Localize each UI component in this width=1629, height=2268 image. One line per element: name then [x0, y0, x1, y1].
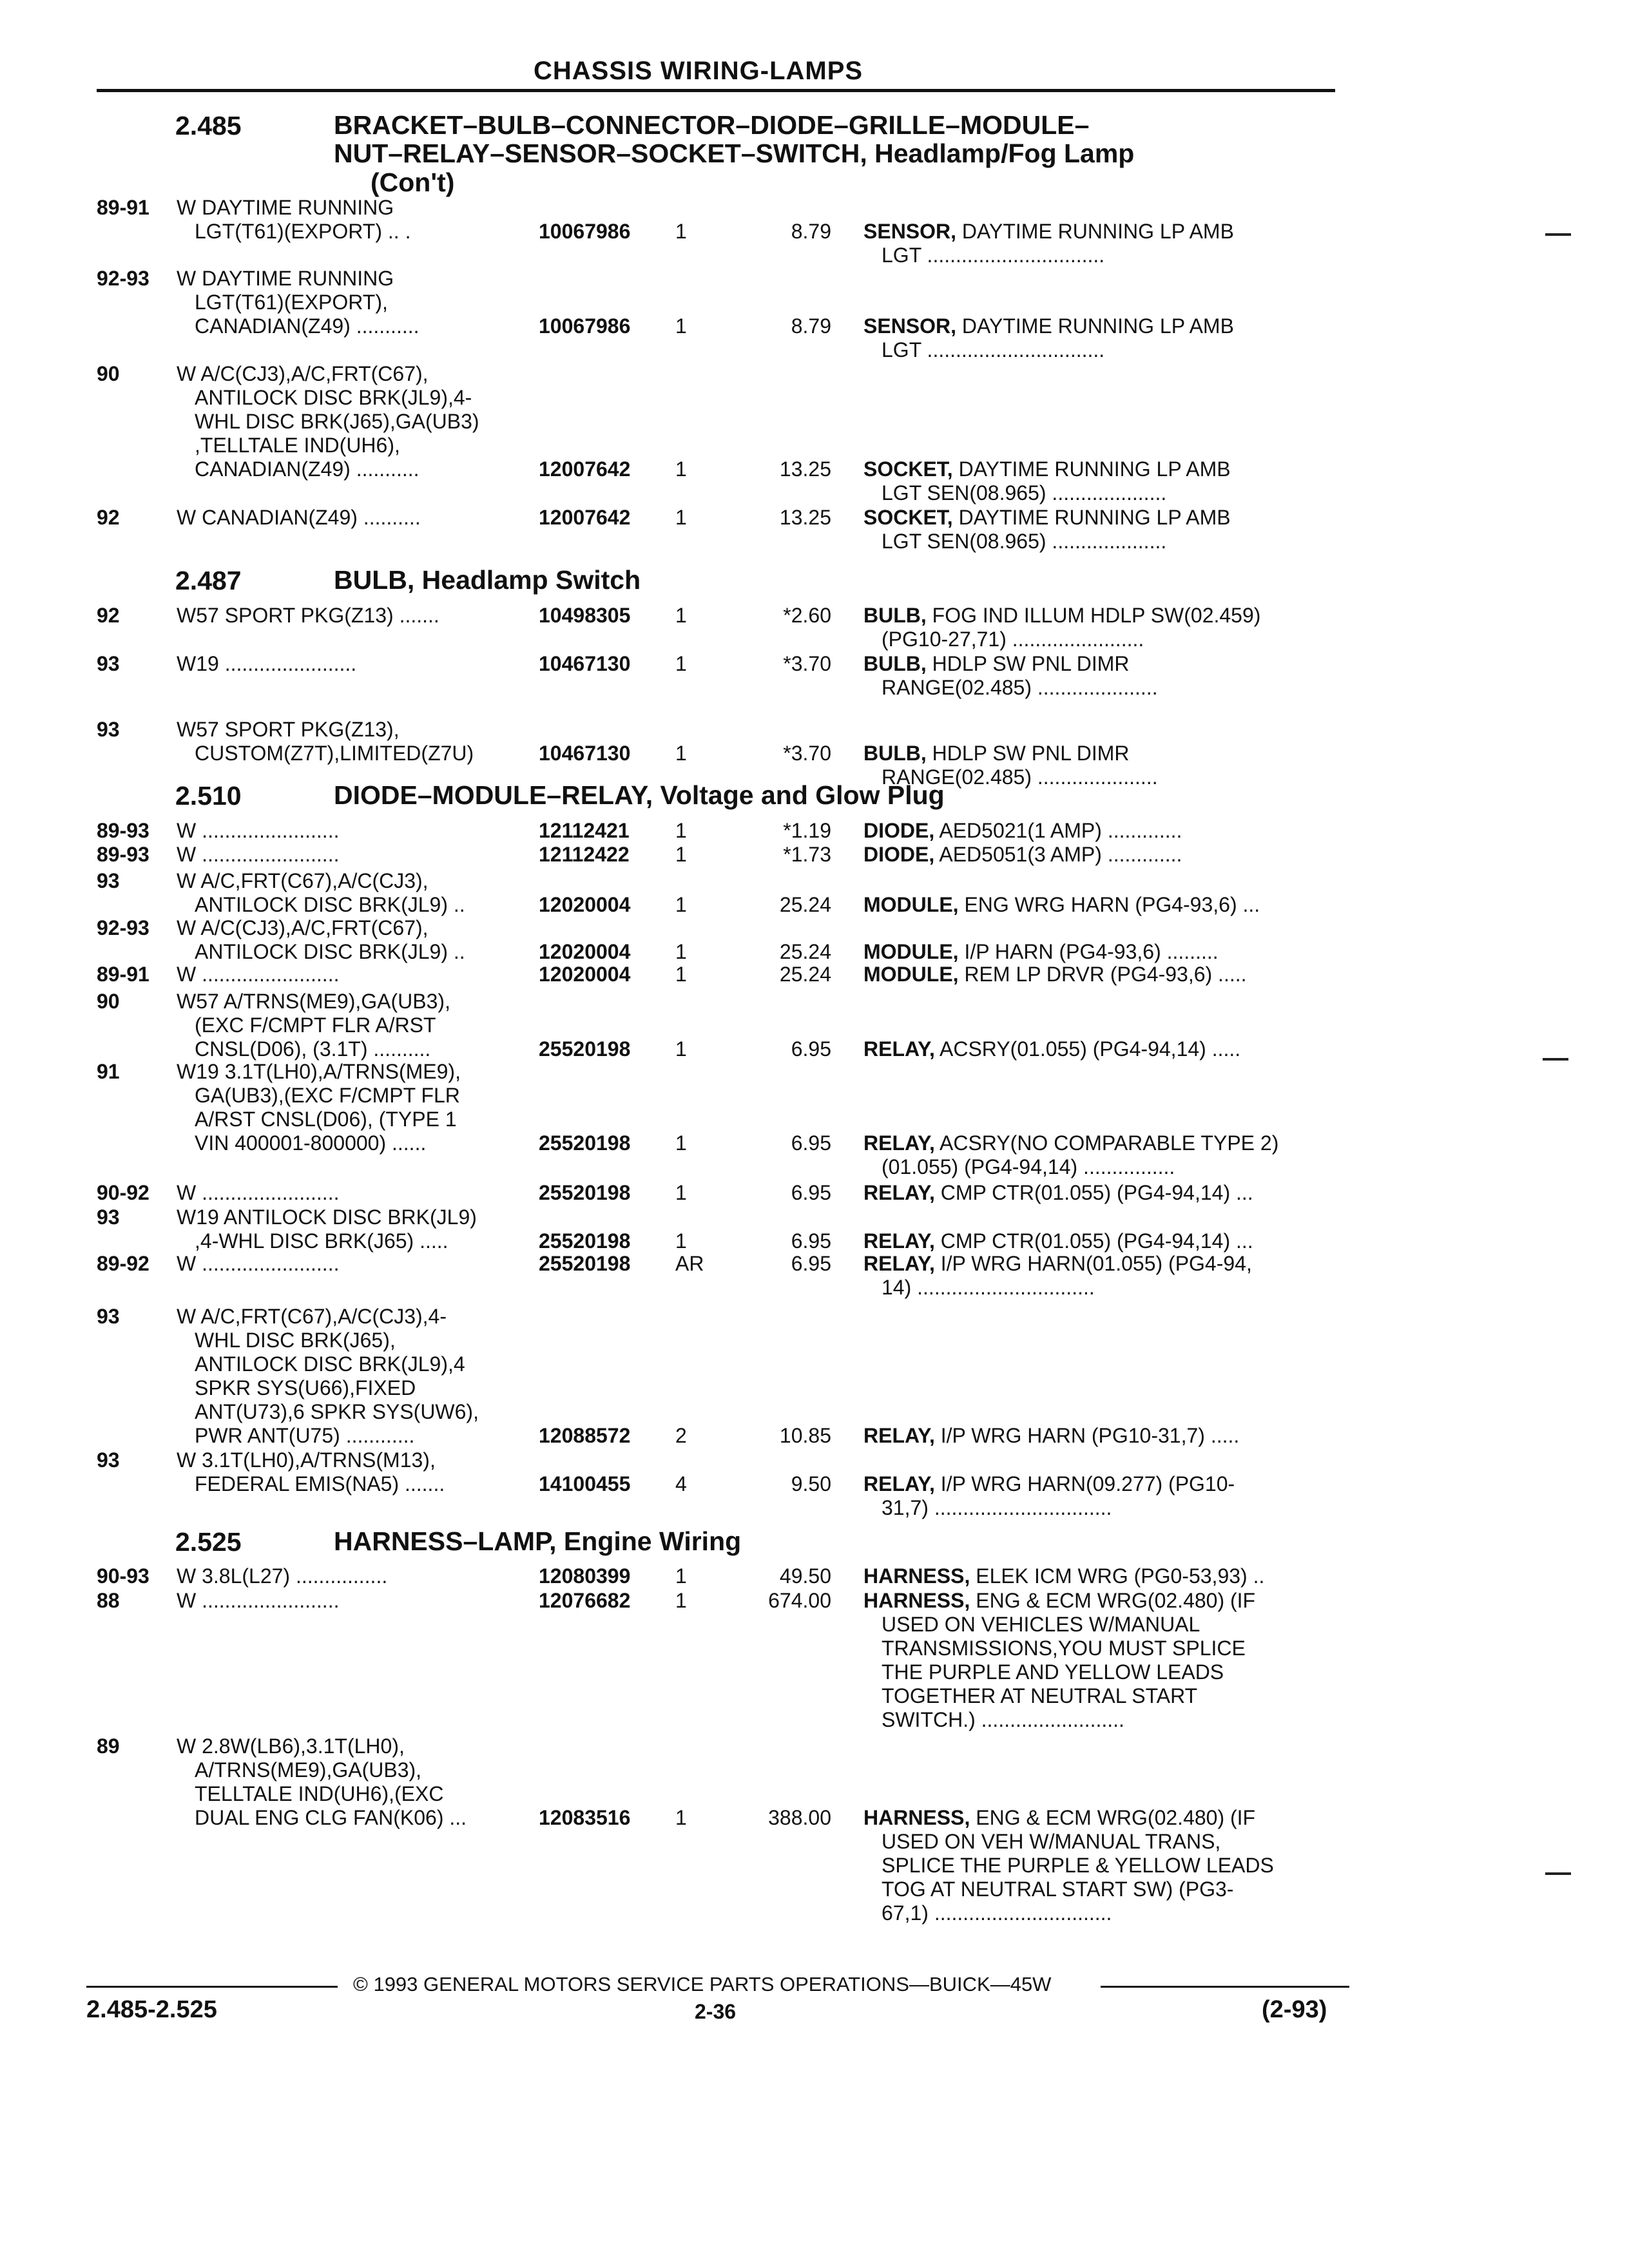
part-number: 12083516: [539, 1806, 631, 1829]
model-year: 89-93: [97, 819, 149, 842]
part-name-line: [863, 843, 1182, 867]
part-name: [863, 843, 1182, 867]
price: 6.95: [791, 1229, 831, 1253]
price: 9.50: [791, 1472, 831, 1495]
quantity: 1: [675, 940, 687, 963]
model-year: 89-91: [97, 196, 149, 219]
part-detail: DAYTIME RUNNING LP AMB: [961, 314, 1234, 338]
usage-description: [177, 1181, 339, 1205]
part-number: 12112421: [539, 819, 630, 842]
part-type: RELAY,: [863, 1252, 935, 1275]
usage-description: [177, 869, 465, 917]
part-detail: AED5051(3 AMP) .............: [939, 843, 1182, 866]
part-name-line: [863, 1252, 1252, 1276]
part-detail: I/P WRG HARN(01.055) (PG4-94,: [940, 1252, 1252, 1275]
part-name: [863, 940, 1219, 964]
quantity: 1: [675, 1564, 687, 1588]
quantity: 1: [675, 457, 687, 481]
part-number: 25520198: [539, 1037, 631, 1061]
quantity: 1: [675, 963, 687, 986]
usage-line: W A/C(CJ3),A/C,FRT(C67),: [177, 916, 429, 939]
part-detail: CMP CTR(01.055) (PG4-94,14) ...: [940, 1181, 1253, 1204]
part-name: [863, 1424, 1239, 1448]
usage-line: W ........................: [177, 1252, 340, 1275]
model-year: 93: [97, 718, 120, 741]
usage-line: (EXC F/CMPT FLR A/RST: [195, 1014, 436, 1037]
usage-description: [177, 1448, 445, 1496]
price: 25.24: [779, 963, 831, 986]
section-number: 2.525: [175, 1527, 242, 1557]
usage-line: CUSTOM(Z7T),LIMITED(Z7U): [195, 742, 474, 765]
price: 13.25: [779, 506, 831, 529]
part-type: HARNESS,: [863, 1806, 970, 1829]
part-detail: ENG & ECM WRG(02.480) (IF: [976, 1589, 1256, 1612]
quantity: 1: [675, 314, 687, 338]
section-title: [334, 566, 641, 594]
part-number: 12020004: [539, 893, 631, 916]
usage-line: ,TELLTALE IND(UH6),: [195, 434, 400, 457]
part-type: HARNESS,: [863, 1589, 970, 1612]
section-title: [334, 781, 945, 809]
price: 6.95: [791, 1252, 831, 1275]
part-name-line: USED ON VEHICLES W/MANUAL: [882, 1613, 1200, 1636]
part-type: SOCKET,: [863, 506, 953, 529]
usage-line: ANT(U73),6 SPKR SYS(UW6),: [195, 1400, 479, 1423]
usage-line: W57 A/TRNS(ME9),GA(UB3),: [177, 990, 450, 1013]
usage-description: [177, 362, 479, 481]
part-name-line: [863, 457, 1231, 481]
usage-description: [177, 506, 421, 530]
part-name-line: SPLICE THE PURPLE & YELLOW LEADS: [882, 1854, 1274, 1877]
part-type: SENSOR,: [863, 314, 957, 338]
part-detail: FOG IND ILLUM HDLP SW(02.459): [932, 604, 1261, 627]
part-detail: ACSRY(01.055) (PG4-94,14) .....: [939, 1037, 1241, 1061]
section-title: [334, 111, 1134, 168]
model-year: 92: [97, 506, 120, 529]
part-type: HARNESS,: [863, 1564, 970, 1588]
price: 8.79: [791, 220, 831, 243]
part-type: BULB,: [863, 742, 927, 765]
price: *1.19: [783, 819, 831, 842]
part-name: [863, 1589, 1255, 1732]
model-year: 92-93: [97, 916, 149, 939]
model-year: 90: [97, 990, 120, 1013]
quantity: 4: [675, 1472, 687, 1495]
usage-description: [177, 1589, 339, 1613]
usage-line: W57 SPORT PKG(Z13) .......: [177, 604, 439, 627]
part-name: [863, 893, 1260, 917]
usage-line: CNSL(D06), (3.1T) ..........: [195, 1037, 431, 1061]
price: 674.00: [768, 1589, 831, 1612]
part-type: SOCKET,: [863, 457, 953, 481]
part-number: 10467130: [539, 652, 631, 675]
usage-line: W ........................: [177, 1181, 340, 1204]
price: 25.24: [779, 893, 831, 916]
part-detail: I/P WRG HARN (PG10-31,7) .....: [940, 1424, 1240, 1447]
section-title-line: BULB, Headlamp Switch: [334, 565, 641, 595]
part-name: [863, 1131, 1278, 1179]
part-name-line: [863, 1037, 1240, 1061]
usage-description: [177, 1252, 339, 1276]
part-type: RELAY,: [863, 1424, 935, 1447]
part-number: 12112422: [539, 843, 630, 866]
part-name-line: [863, 1589, 1255, 1613]
part-number: 25520198: [539, 1252, 631, 1275]
section-title-line: HARNESS–LAMP, Engine Wiring: [334, 1526, 742, 1556]
usage-line: W ........................: [177, 819, 340, 842]
quantity: 1: [675, 1131, 687, 1155]
price: 10.85: [779, 1424, 831, 1447]
section-title: [334, 1527, 741, 1555]
quantity: 1: [675, 1037, 687, 1061]
quantity: 1: [675, 652, 687, 675]
part-detail: I/P HARN (PG4-93,6) .........: [964, 940, 1219, 963]
header-rule: [97, 89, 1335, 92]
part-detail: AED5021(1 AMP) .............: [939, 819, 1182, 842]
footer-date-code: (2-93): [1262, 1996, 1327, 2023]
usage-description: [177, 718, 474, 765]
part-name-line: [863, 963, 1247, 986]
part-type: MODULE,: [863, 963, 959, 986]
usage-description: [177, 1060, 461, 1155]
footer-section-range: 2.485-2.525: [86, 1996, 217, 2023]
usage-line: PWR ANT(U75) ............: [195, 1424, 415, 1447]
part-name-line: [863, 742, 1158, 765]
usage-line: W ........................: [177, 843, 340, 866]
section-number: 2.510: [175, 781, 242, 811]
part-name-line: [863, 940, 1219, 964]
part-number: 12020004: [539, 940, 631, 963]
price: 13.25: [779, 457, 831, 481]
usage-description: [177, 1735, 467, 1830]
part-number: 25520198: [539, 1181, 631, 1204]
footer-copyright: © 1993 GENERAL MOTORS SERVICE PARTS OPERATIONS—BUICK—45W: [353, 1973, 1052, 1995]
part-name-line: 14) ...............................: [882, 1276, 1095, 1299]
part-type: MODULE,: [863, 893, 959, 916]
part-detail: DAYTIME RUNNING LP AMB: [961, 220, 1234, 243]
part-name-line: LGT SEN(08.965) ....................: [882, 530, 1167, 553]
part-name-line: [863, 1424, 1239, 1448]
usage-description: [177, 990, 450, 1061]
part-number: 25520198: [539, 1229, 631, 1253]
usage-line: FEDERAL EMIS(NA5) .......: [195, 1472, 445, 1495]
footer-rule-right: [1101, 1986, 1349, 1988]
usage-line: ANTILOCK DISC BRK(JL9) ..: [195, 893, 465, 916]
quantity: 1: [675, 1806, 687, 1829]
quantity: 1: [675, 742, 687, 765]
part-number: 25520198: [539, 1131, 631, 1155]
quantity: 2: [675, 1424, 687, 1447]
part-name: [863, 1181, 1253, 1205]
quantity: 1: [675, 1589, 687, 1612]
usage-line: W DAYTIME RUNNING: [177, 267, 394, 290]
usage-description: [177, 267, 419, 338]
section-title-line: DIODE–MODULE–RELAY, Voltage and Glow Plug: [334, 780, 945, 810]
usage-line: W A/C(CJ3),A/C,FRT(C67),: [177, 362, 429, 385]
part-name-line: USED ON VEH W/MANUAL TRANS,: [882, 1830, 1221, 1853]
part-type: DIODE,: [863, 843, 935, 866]
part-name-line: [863, 220, 1234, 244]
part-name-line: [863, 314, 1234, 338]
part-name-line: [863, 1564, 1264, 1588]
part-name-line: (PG10-27,71) .......................: [882, 628, 1144, 651]
margin-mark: [1545, 1872, 1571, 1875]
usage-line: ANTILOCK DISC BRK(JL9) ..: [195, 940, 465, 963]
part-name: [863, 506, 1231, 553]
section-continued: (Con't): [371, 168, 455, 197]
part-type: RELAY,: [863, 1229, 935, 1253]
part-detail: ENG & ECM WRG(02.480) (IF: [976, 1806, 1256, 1829]
usage-line: A/RST CNSL(D06), (TYPE 1: [195, 1108, 457, 1131]
model-year: 89: [97, 1735, 120, 1758]
quantity: 1: [675, 604, 687, 627]
part-number: 12007642: [539, 457, 631, 481]
part-name: [863, 1037, 1240, 1061]
model-year: 91: [97, 1060, 120, 1083]
part-name-line: [863, 652, 1158, 676]
model-year: 89-91: [97, 963, 149, 986]
part-name-line: 31,7) ...............................: [882, 1496, 1112, 1519]
usage-line: W 3.8L(L27) ................: [177, 1564, 388, 1588]
usage-line: W A/C,FRT(C67),A/C(CJ3),: [177, 869, 429, 892]
part-name: [863, 314, 1234, 362]
part-name-line: [863, 1181, 1253, 1205]
part-type: RELAY,: [863, 1181, 935, 1204]
part-detail: HDLP SW PNL DIMR: [932, 652, 1130, 675]
part-type: RELAY,: [863, 1037, 935, 1061]
usage-line: W19 ANTILOCK DISC BRK(JL9): [177, 1206, 477, 1229]
usage-line: LGT(T61)(EXPORT),: [195, 291, 388, 314]
part-name-line: [863, 1229, 1253, 1253]
usage-description: [177, 196, 410, 244]
usage-line: W ........................: [177, 963, 340, 986]
model-year: 93: [97, 652, 120, 675]
price: *1.73: [783, 843, 831, 866]
quantity: 1: [675, 843, 687, 866]
usage-line: W57 SPORT PKG(Z13),: [177, 718, 400, 741]
quantity: 1: [675, 893, 687, 916]
usage-line: ANTILOCK DISC BRK(JL9),4: [195, 1352, 465, 1376]
model-year: 93: [97, 1448, 120, 1472]
quantity: 1: [675, 1229, 687, 1253]
usage-description: [177, 1564, 387, 1588]
part-type: RELAY,: [863, 1472, 935, 1495]
usage-line: VIN 400001-800000) ......: [195, 1131, 427, 1155]
part-name: [863, 604, 1260, 651]
section-title-line: BRACKET–BULB–CONNECTOR–DIODE–GRILLE–MODULE–: [334, 110, 1090, 140]
model-year: 90: [97, 362, 120, 385]
usage-line: W CANADIAN(Z49) ..........: [177, 506, 421, 529]
usage-line: W19 .......................: [177, 652, 357, 675]
part-name: [863, 1806, 1274, 1925]
quantity: 1: [675, 819, 687, 842]
part-name-line: THE PURPLE AND YELLOW LEADS: [882, 1660, 1224, 1684]
usage-description: [177, 652, 356, 676]
part-name: [863, 220, 1234, 267]
part-name-line: LGT SEN(08.965) ....................: [882, 481, 1167, 505]
model-year: 90-93: [97, 1564, 149, 1588]
part-name-line: [863, 893, 1260, 917]
section-number: 2.485: [175, 111, 242, 140]
usage-line: SPKR SYS(U66),FIXED: [195, 1376, 416, 1399]
part-number: 10067986: [539, 220, 631, 243]
part-name-line: TRANSMISSIONS,YOU MUST SPLICE: [882, 1637, 1246, 1660]
price: 388.00: [768, 1806, 831, 1829]
part-name: [863, 457, 1231, 505]
usage-description: [177, 819, 339, 843]
part-number: 14100455: [539, 1472, 631, 1495]
part-detail: ENG WRG HARN (PG4-93,6) ...: [964, 893, 1260, 916]
part-number: 12007642: [539, 506, 631, 529]
usage-line: LGT(T61)(EXPORT) .. .: [195, 220, 411, 243]
part-name-line: TOG AT NEUTRAL START SW) (PG3-: [882, 1878, 1234, 1901]
part-name: [863, 652, 1158, 700]
model-year: 92: [97, 604, 120, 627]
part-name: [863, 1229, 1253, 1253]
usage-line: A/TRNS(ME9),GA(UB3),: [195, 1758, 422, 1782]
part-name-line: LGT ...............................: [882, 244, 1105, 267]
page-title: CHASSIS WIRING-LAMPS: [534, 57, 863, 85]
part-name: [863, 742, 1158, 789]
part-name-line: [863, 1472, 1235, 1496]
price: *3.70: [783, 742, 831, 765]
footer-page-number: 2-36: [695, 2000, 737, 2023]
price: 6.95: [791, 1181, 831, 1204]
price: 49.50: [779, 1564, 831, 1588]
part-type: BULB,: [863, 652, 927, 675]
usage-line: W 2.8W(LB6),3.1T(LH0),: [177, 1735, 405, 1758]
usage-description: [177, 843, 339, 867]
usage-line: ANTILOCK DISC BRK(JL9),4-: [195, 386, 472, 409]
part-number: 10467130: [539, 742, 631, 765]
part-name-line: LGT ...............................: [882, 338, 1105, 361]
part-type: RELAY,: [863, 1131, 935, 1155]
usage-description: [177, 963, 339, 986]
usage-line: WHL DISC BRK(J65),: [195, 1329, 396, 1352]
part-name-line: [863, 604, 1260, 628]
price: 6.95: [791, 1131, 831, 1155]
part-number: 12080399: [539, 1564, 631, 1588]
part-name-line: RANGE(02.485) .....................: [882, 765, 1158, 789]
model-year: 93: [97, 1305, 120, 1328]
model-year: 90-92: [97, 1181, 149, 1204]
usage-line: ,4-WHL DISC BRK(J65) .....: [195, 1229, 448, 1253]
part-name-line: [863, 1131, 1278, 1155]
margin-mark: [1545, 233, 1571, 236]
part-name-line: [863, 1806, 1274, 1830]
part-number: 10067986: [539, 314, 631, 338]
part-name: [863, 819, 1182, 843]
part-number: 10498305: [539, 604, 631, 627]
part-name: [863, 1472, 1235, 1520]
usage-description: [177, 604, 439, 628]
part-detail: HDLP SW PNL DIMR: [932, 742, 1130, 765]
margin-mark: [1543, 1058, 1568, 1061]
usage-line: W19 3.1T(LH0),A/TRNS(ME9),: [177, 1060, 461, 1083]
part-detail: DAYTIME RUNNING LP AMB: [958, 506, 1231, 529]
usage-description: [177, 916, 465, 964]
part-name-line: [863, 506, 1231, 530]
section-number: 2.487: [175, 566, 242, 595]
usage-description: [177, 1305, 479, 1448]
part-name-line: (01.055) (PG4-94,14) ................: [882, 1155, 1175, 1178]
part-detail: DAYTIME RUNNING LP AMB: [958, 457, 1231, 481]
usage-line: GA(UB3),(EXC F/CMPT FLR: [195, 1084, 460, 1107]
usage-line: DUAL ENG CLG FAN(K06) ...: [195, 1806, 467, 1829]
part-type: SENSOR,: [863, 220, 957, 243]
part-name-line: TOGETHER AT NEUTRAL START: [882, 1684, 1198, 1707]
part-detail: I/P WRG HARN(09.277) (PG10-: [940, 1472, 1235, 1495]
part-name-line: 67,1) ...............................: [882, 1901, 1112, 1925]
quantity: 1: [675, 220, 687, 243]
quantity: 1: [675, 506, 687, 529]
price: *3.70: [783, 652, 831, 675]
quantity: AR: [675, 1252, 704, 1275]
model-year: 93: [97, 1206, 120, 1229]
part-type: MODULE,: [863, 940, 959, 963]
part-name: [863, 963, 1247, 986]
section-title-line: NUT–RELAY–SENSOR–SOCKET–SWITCH, Headlamp/Fog Lamp: [334, 139, 1135, 168]
model-year: 89-92: [97, 1252, 149, 1275]
usage-line: CANADIAN(Z49) ...........: [195, 314, 419, 338]
usage-line: W DAYTIME RUNNING: [177, 196, 394, 219]
part-name-line: SWITCH.) .........................: [882, 1708, 1124, 1731]
quantity: 1: [675, 1181, 687, 1204]
price: 25.24: [779, 940, 831, 963]
part-name: [863, 1252, 1252, 1300]
part-type: BULB,: [863, 604, 927, 627]
usage-line: W ........................: [177, 1589, 340, 1612]
price: 8.79: [791, 314, 831, 338]
part-detail: CMP CTR(01.055) (PG4-94,14) ...: [940, 1229, 1253, 1253]
part-number: 12076682: [539, 1589, 631, 1612]
part-detail: ACSRY(NO COMPARABLE TYPE 2): [939, 1131, 1279, 1155]
part-number: 12020004: [539, 963, 631, 986]
part-name: [863, 1564, 1264, 1588]
model-year: 88: [97, 1589, 120, 1612]
part-detail: REM LP DRVR (PG4-93,6) .....: [964, 963, 1247, 986]
price: 6.95: [791, 1037, 831, 1061]
usage-line: W A/C,FRT(C67),A/C(CJ3),4-: [177, 1305, 447, 1328]
footer-rule-left: [86, 1986, 338, 1988]
model-year: 92-93: [97, 267, 149, 290]
usage-line: WHL DISC BRK(J65),GA(UB3): [195, 410, 479, 433]
part-type: DIODE,: [863, 819, 935, 842]
part-name-line: [863, 819, 1182, 843]
usage-line: W 3.1T(LH0),A/TRNS(M13),: [177, 1448, 436, 1472]
part-detail: ELEK ICM WRG (PG0-53,93) ..: [976, 1564, 1265, 1588]
price: *2.60: [783, 604, 831, 627]
model-year: 93: [97, 869, 120, 892]
usage-description: [177, 1206, 477, 1253]
part-name-line: RANGE(02.485) .....................: [882, 676, 1158, 699]
usage-line: TELLTALE IND(UH6),(EXC: [195, 1782, 444, 1805]
usage-line: CANADIAN(Z49) ...........: [195, 457, 419, 481]
model-year: 89-93: [97, 843, 149, 866]
part-number: 12088572: [539, 1424, 631, 1447]
